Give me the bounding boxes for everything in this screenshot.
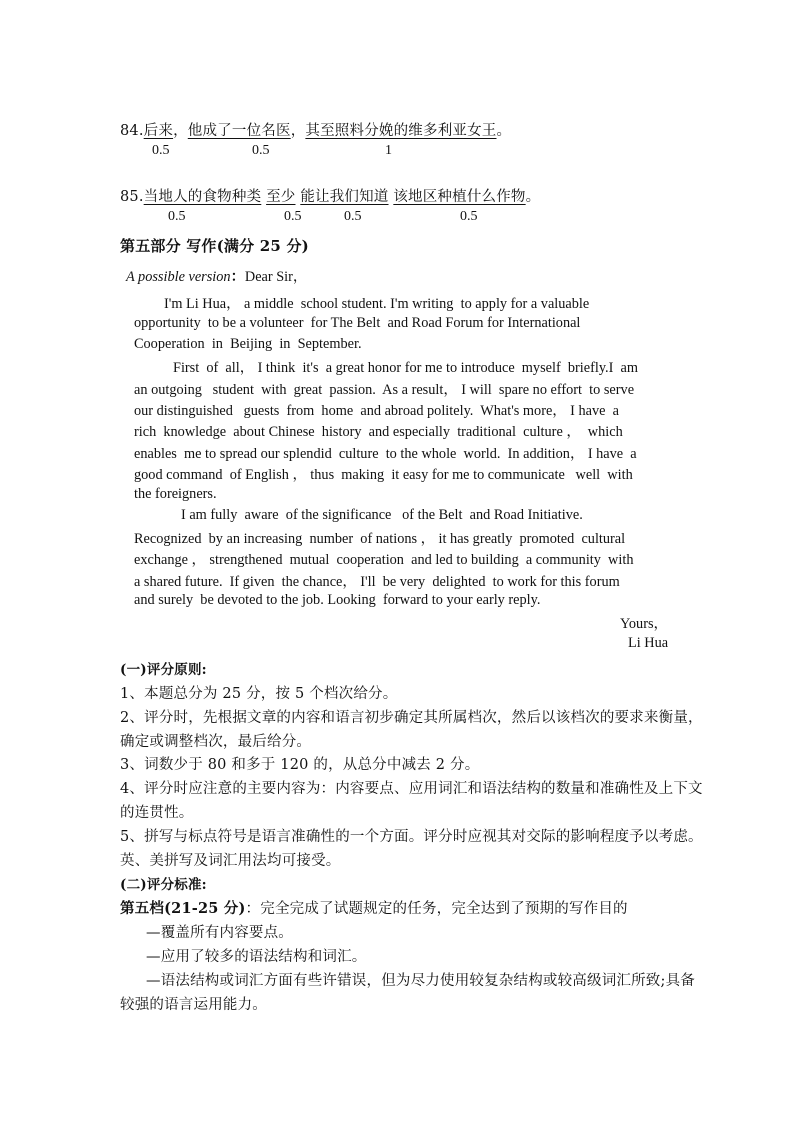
q84-period: 。 — [496, 123, 512, 139]
band5-text: ：完全完成了试题规定的任务，完全达到了预期的写作目的 — [245, 901, 628, 917]
essay-line: Cooperation in Beijing in September. — [134, 336, 362, 352]
essay-intro — [126, 266, 307, 286]
principle-line: 的连贯性。 — [120, 805, 194, 821]
principle-line: 5、拼写与标点符号是语言准确性的一个方面。评分时应视其对交际的影响程度予以考虑。 — [120, 829, 703, 845]
q84-comma-1: ， — [173, 123, 188, 139]
principle-line: 英、美拼写及词汇用法均可接受。 — [120, 853, 341, 869]
standards-title: (二)评分标准: — [120, 877, 207, 893]
principle-line: 4、评分时应注意的主要内容为：内容要点、应用词汇和语法结构的数量和准确性及上下文 — [120, 781, 703, 797]
band5-line — [120, 897, 628, 918]
essay-greeting: Dear Sir， — [244, 269, 308, 285]
q85-seg-1: 当地人的食物种类 — [143, 189, 262, 205]
essay-line: exchange ， strengthened mutual cooperation and led to building a community with — [134, 552, 634, 568]
q84-comma-2: ， — [290, 123, 306, 139]
standard-point: —语法结构或词汇方面有些许错误，但为尽力使用较复杂结构或较高级词汇所致;具备 — [146, 973, 695, 989]
essay-line: rich knowledge about Chinese history and especially traditional culture ， which — [134, 424, 623, 440]
q85-seg-2: 至少 — [266, 189, 296, 205]
essay-line: the foreigners. — [134, 486, 217, 502]
q84-seg-3: 其至照料分娩的维多利亚女王 — [305, 123, 497, 139]
q85-line — [120, 185, 540, 206]
essay-line: First of all， I think it's a great honor for me to introduce myself briefly.I am — [173, 360, 638, 376]
standard-point: —覆盖所有内容要点。 — [146, 925, 293, 941]
section-title: 第五部分 写作(满分 25 分) — [120, 237, 309, 255]
essay-line: opportunity to be a volunteer for The Belt and Road Forum for International — [134, 315, 581, 331]
q85-score-1: 0.5 — [168, 209, 186, 224]
q85-number: 85. — [120, 189, 144, 205]
essay-signature: Li Hua — [628, 635, 669, 651]
essay-line: enables me to spread our splendid culture to the whole world. In addition， I have a — [134, 446, 637, 462]
essay-intro-label: A possible version — [126, 269, 231, 285]
standard-point: —应用了较多的语法结构和词汇。 — [146, 949, 367, 965]
q84-line — [120, 119, 511, 140]
q84-score-1: 0.5 — [152, 143, 170, 158]
q85-score-2: 0.5 — [284, 209, 302, 224]
principle-line: 确定或调整档次，最后给分。 — [120, 734, 312, 750]
q84-seg-2: 他成了一位名医 — [187, 123, 291, 139]
standard-point: 较强的语言运用能力。 — [120, 997, 267, 1013]
q84-seg-1: 后来 — [143, 123, 174, 139]
essay-closing: Yours， — [620, 616, 668, 632]
essay-line: I'm Li Hua， a middle school student. I'm writing to apply for a valuable — [164, 296, 590, 312]
essay-line: Recognized by an increasing number of nations ， it has greatly promoted cultural — [134, 531, 626, 547]
essay-line: an outgoing student with great passion. As a result， I will spare no effort to serve — [134, 382, 635, 398]
essay-line: and surely be devoted to the job. Looking forward to your early reply. — [134, 592, 541, 608]
essay-line: a shared future. If given the chance， I'll be very delighted to work for this forum — [134, 574, 620, 590]
band5-label: 第五档(21-25 分) — [120, 900, 246, 917]
essay-line: our distinguished guests from home and abroad politely. What's more， I have a — [134, 403, 619, 419]
q84-number: 84. — [120, 123, 144, 139]
essay-line: good command of English ， thus making it easy for me to communicate well with — [134, 467, 633, 483]
essay-line: I am fully aware of the significance of the Belt and Road Initiative. — [181, 507, 583, 523]
q85-score-3: 0.5 — [344, 209, 362, 224]
principle-line: 1、本题总分为 25 分，按 5 个档次给分。 — [120, 686, 398, 702]
essay-intro-colon: ： — [230, 269, 245, 285]
principle-line: 3、词数少于 80 和多于 120 的，从总分中减去 2 分。 — [120, 757, 480, 773]
principles-title: (一)评分原则: — [120, 662, 207, 678]
principle-line: 2、评分时，先根据文章的内容和语言初步确定其所属档次，然后以该档次的要求来衡量， — [120, 710, 703, 726]
q84-score-3: 1 — [385, 143, 392, 158]
q85-seg-3: 能让我们知道 — [300, 189, 389, 205]
q84-score-2: 0.5 — [252, 143, 270, 158]
q85-period: 。 — [525, 189, 541, 205]
q85-score-4: 0.5 — [460, 209, 478, 224]
q85-seg-4: 该地区种植什么作物 — [393, 189, 526, 205]
